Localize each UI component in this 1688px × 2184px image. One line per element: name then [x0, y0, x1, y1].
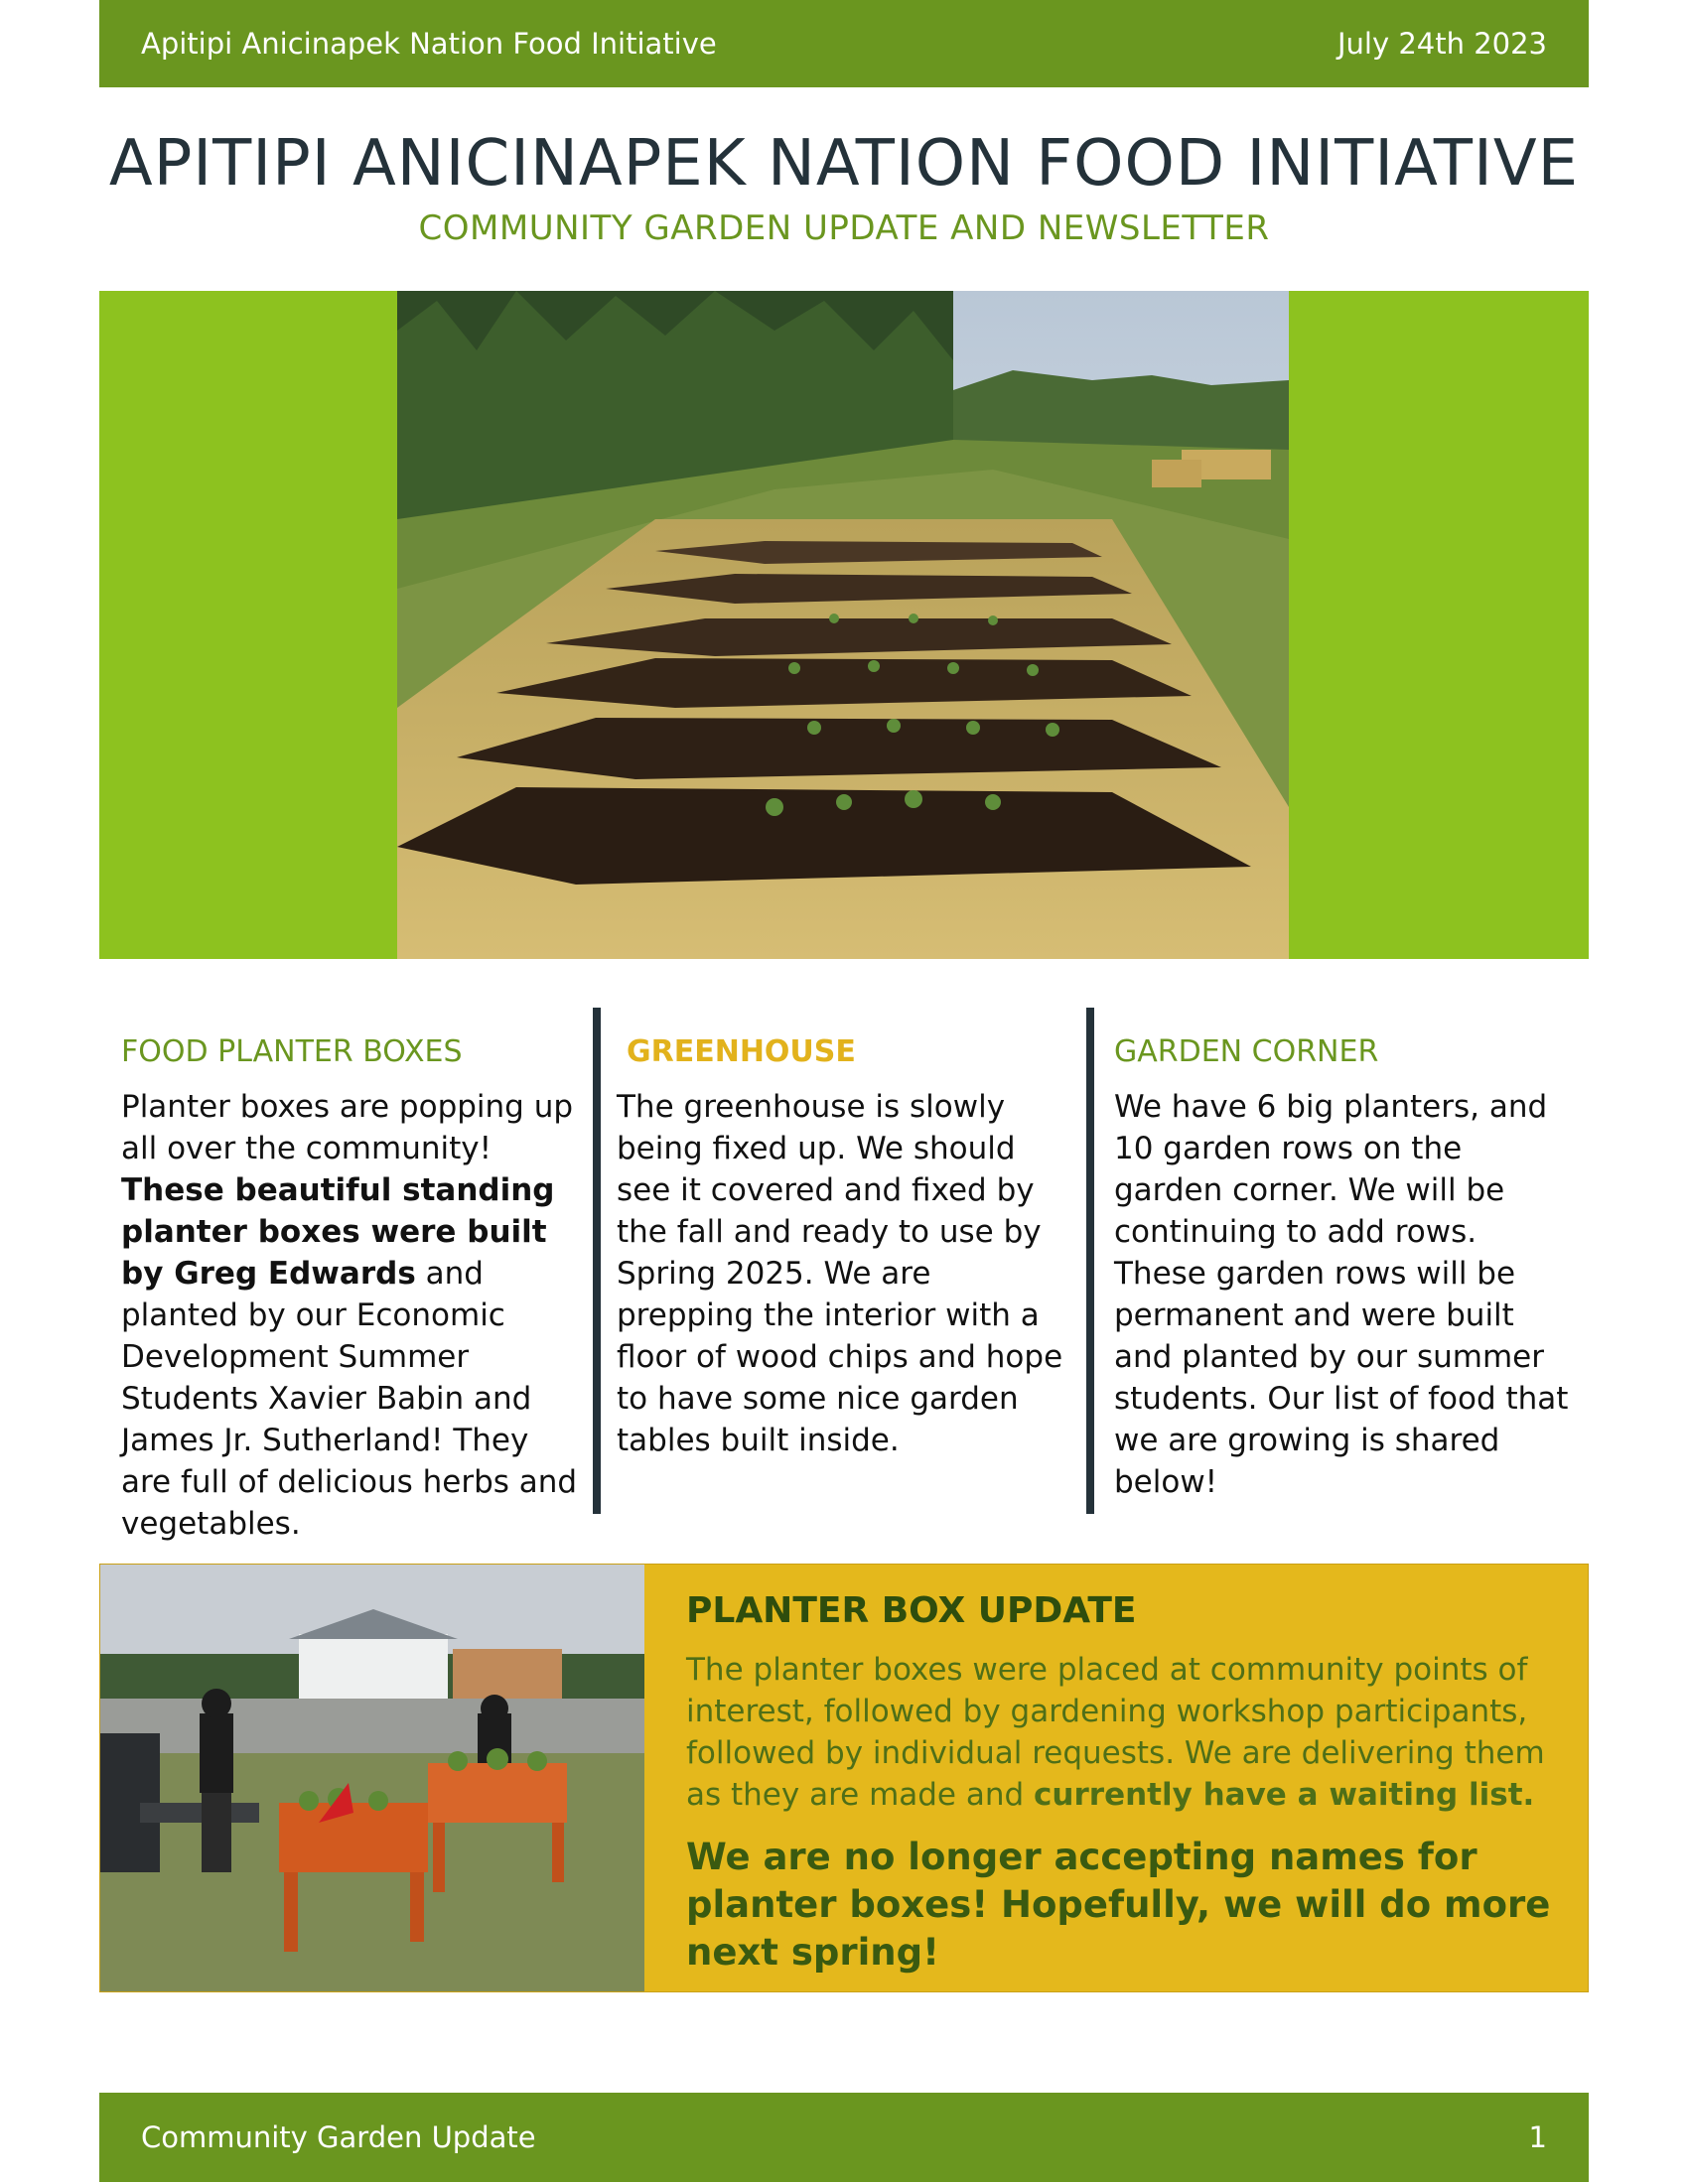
planter-boxes-photo: [100, 1565, 644, 1991]
planter-box-update-heading: PLANTER BOX UPDATE: [686, 1590, 1137, 1631]
body-text: Planter boxes are popping up all over the community!: [121, 1089, 574, 1166]
planter-box-update-panel: [99, 1564, 1589, 1992]
newsletter-subtitle: COMMUNITY GARDEN UPDATE AND NEWSLETTER: [418, 208, 1270, 248]
section-heading-garden-corner: GARDEN CORNER: [1114, 1034, 1379, 1069]
column-divider: [1086, 1008, 1094, 1514]
body-text: The planter boxes were placed at community points of interest, followed by gardening workshop participants, followed by individual requests. We are delivering them as they are made and: [686, 1652, 1545, 1813]
planter-box-update-body: [686, 1649, 1560, 1816]
body-bold-text: These beautiful standing planter boxes were built by Greg Edwards: [121, 1172, 555, 1292]
column-divider: [593, 1008, 601, 1514]
section-heading-greenhouse: GREENHOUSE: [627, 1034, 856, 1069]
section-body-food-planter-boxes: [121, 1086, 578, 1545]
planter-box-notice: We are no longer accepting names for planter boxes! Hopefully, we will do more next spring!: [686, 1836, 1551, 1974]
header-org-name: Apitipi Anicinapek Nation Food Initiative: [141, 27, 717, 61]
header-bar: [99, 0, 1589, 87]
waiting-list-text: currently have a waiting list.: [1034, 1777, 1535, 1813]
section-body-greenhouse: The greenhouse is slowly being fixed up. We should see it covered and fixed by the fall and ready to use by Spring 2025. We are prepping the interior with a floor of wood chips and hope to have some nice garden tables built inside.: [617, 1089, 1063, 1458]
page-number: 1: [1528, 2120, 1547, 2154]
column-greenhouse: [617, 1032, 1073, 1461]
column-food-planter-boxes: [121, 1032, 578, 1545]
footer-label: Community Garden Update: [141, 2120, 536, 2154]
garden-rows-photo: [397, 291, 1289, 959]
section-body-garden-corner: We have 6 big planters, and 10 garden rows on the garden corner. We will be continuing to add rows. These garden rows will be permanent and were built and planted by our summer students. Our list of food that we are growing is shared below!: [1114, 1089, 1569, 1500]
footer-bar: [99, 2093, 1589, 2182]
section-heading-food-planter-boxes: FOOD PLANTER BOXES: [121, 1034, 463, 1069]
column-garden-corner: [1114, 1032, 1571, 1503]
newsletter-title: APITIPI ANICINAPEK NATION FOOD INITIATIVE: [108, 127, 1580, 201]
body-text: and planted by our Economic Development Summer Students Xavier Babin and James Jr. Sutherland! They are full of delicious herbs and vegetables.: [121, 1256, 578, 1542]
planter-box-update-text: [686, 1590, 1560, 1977]
header-date: July 24th 2023: [1336, 27, 1547, 61]
hero-panel: [99, 291, 1589, 959]
